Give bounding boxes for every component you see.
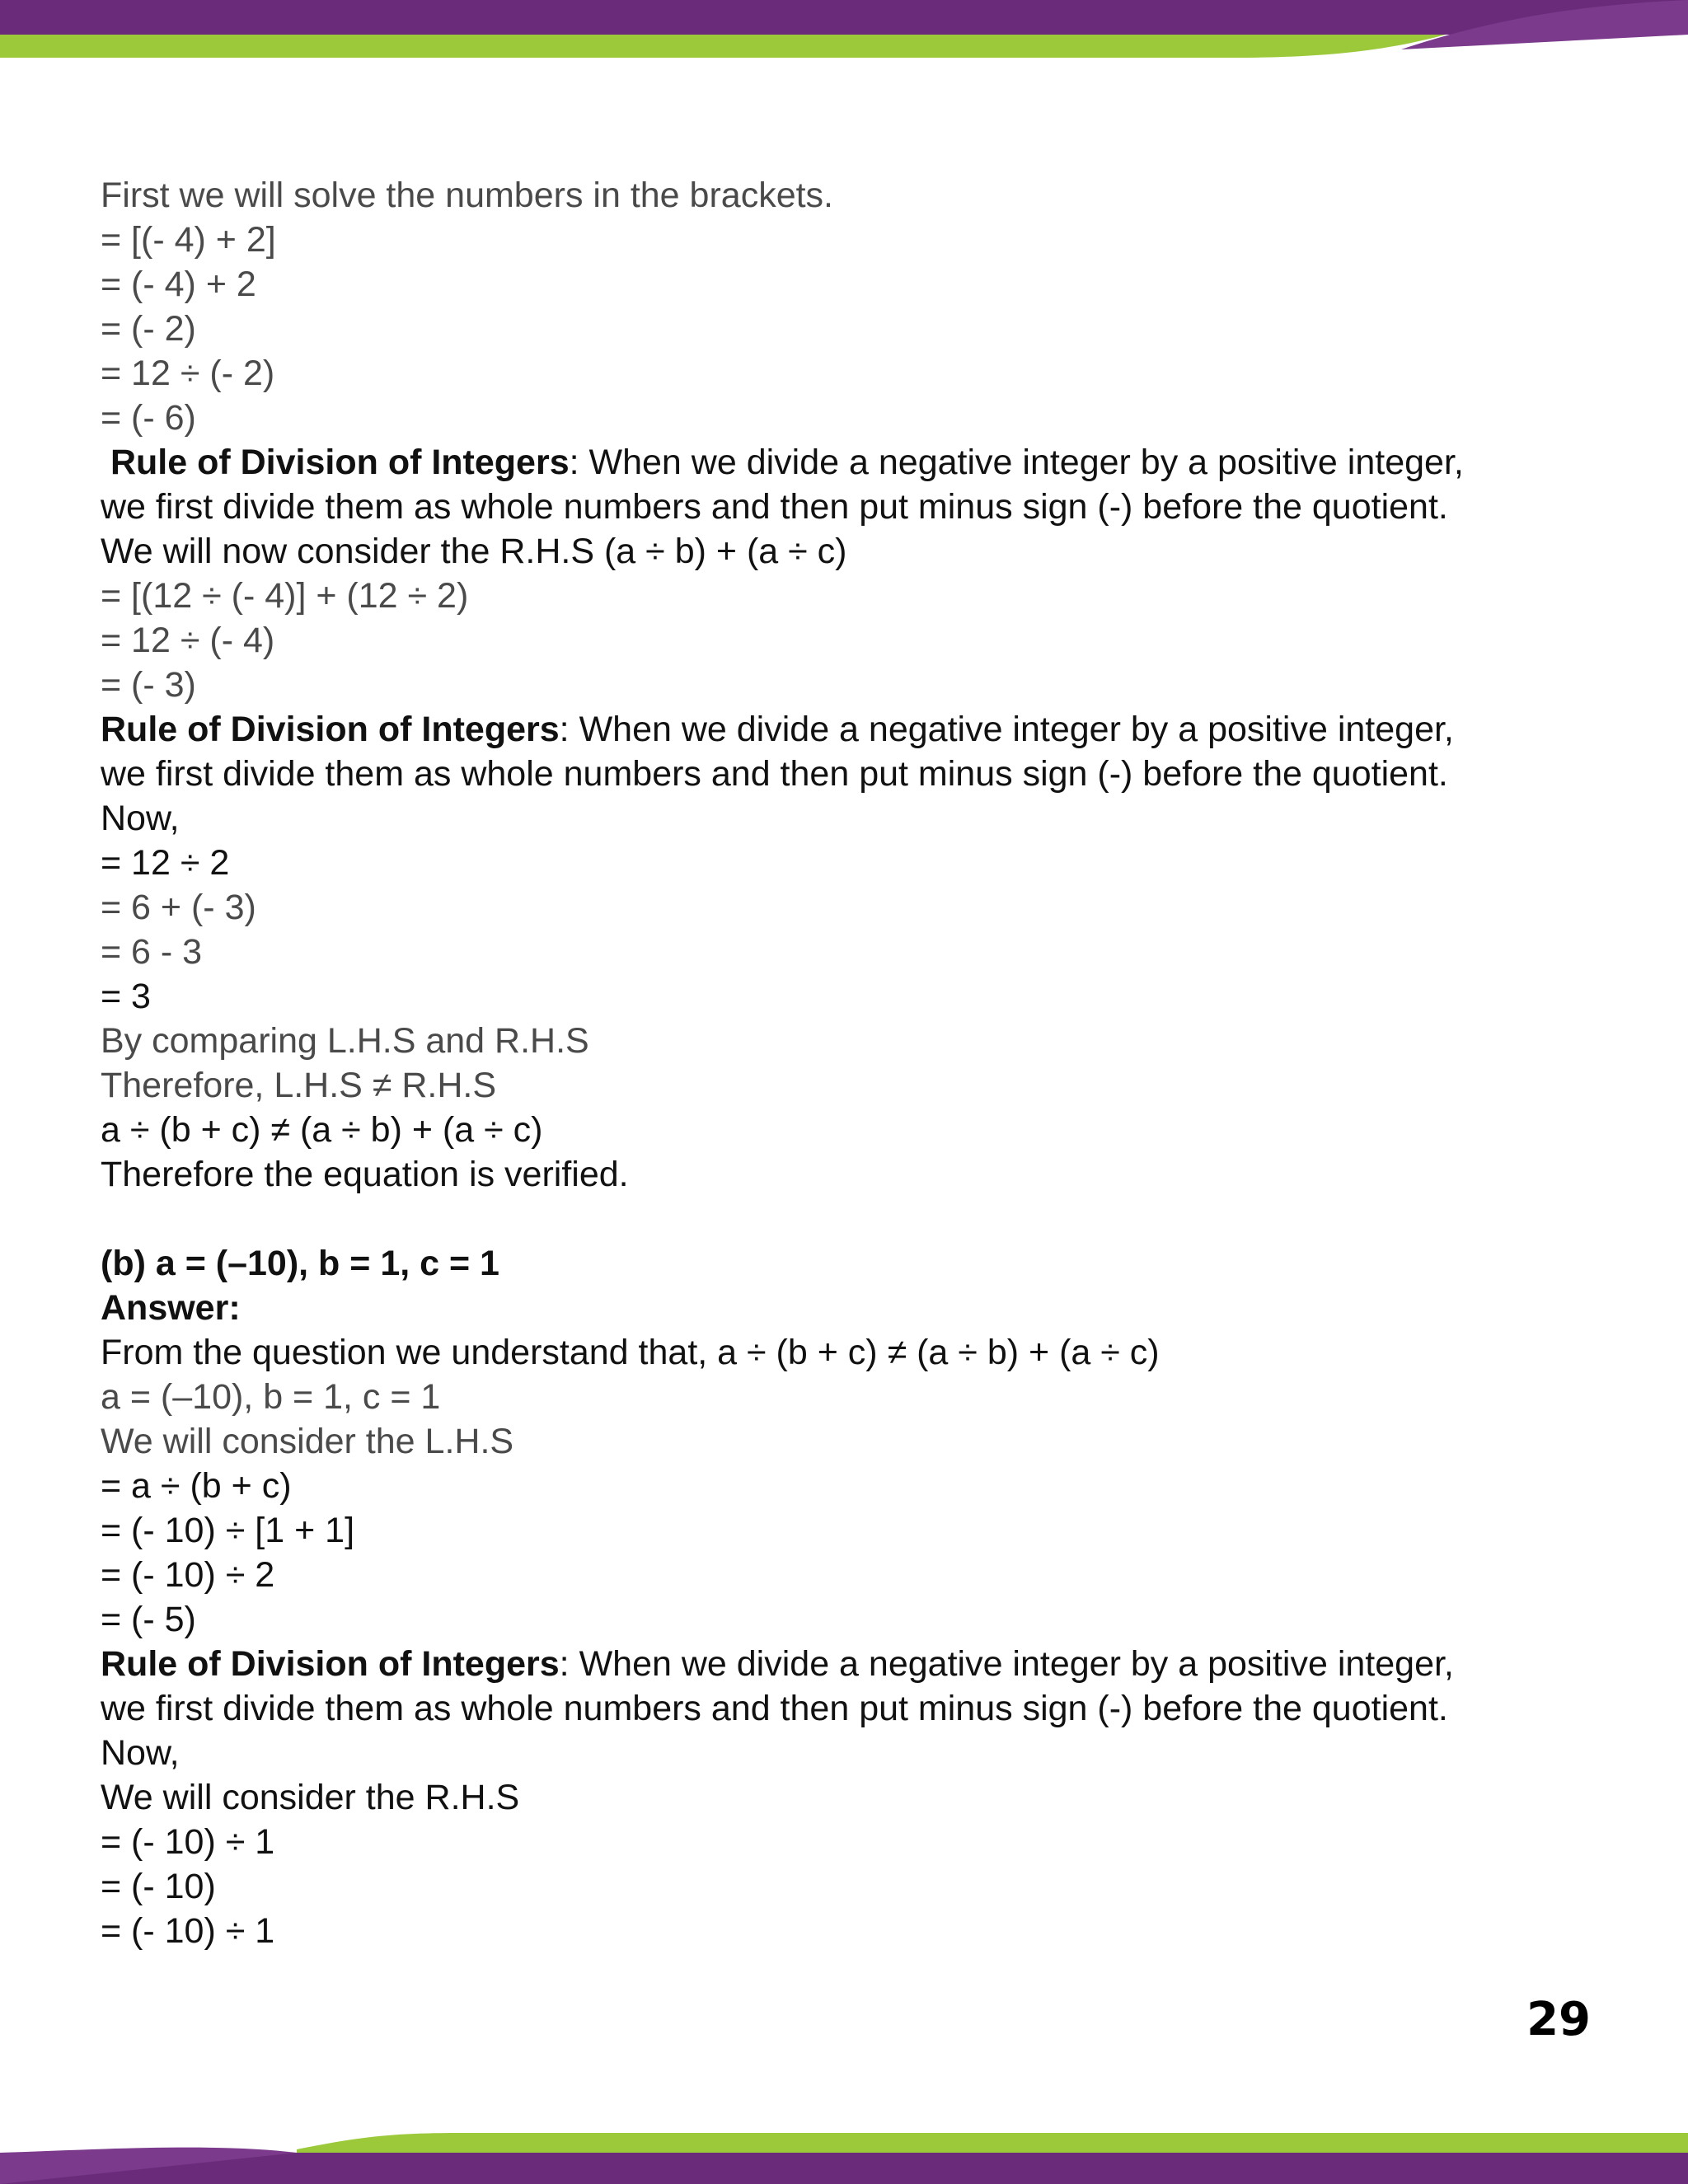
equation-line: = (- 10) ÷ 2 <box>101 1555 275 1595</box>
rule-heading: Rule of Division of Integers <box>101 710 560 749</box>
rule-text: : When we divide a negative integer by a positive integer, <box>559 710 1454 749</box>
rule-heading: Rule of Division of Integers <box>110 443 570 482</box>
equation-line: = (- 3) <box>101 665 196 705</box>
bottom-green-stripe <box>297 2133 1688 2153</box>
equation-line: = a ÷ (b + c) <box>101 1466 292 1506</box>
rule-line <box>101 1642 1601 1686</box>
text-line: First we will solve the numbers in the brackets. <box>101 176 833 215</box>
text-line: We will consider the R.H.S <box>101 1778 520 1817</box>
text-line: From the question we understand that, a ÷ (b + c) ≠ (a ÷ b) + (a ÷ c) <box>101 1333 1160 1372</box>
text-line: By comparing L.H.S and R.H.S <box>101 1021 589 1061</box>
equation-line: = (- 2) <box>101 309 196 349</box>
equation-line: = (- 5) <box>101 1600 196 1639</box>
equation-line: = (- 10) <box>101 1867 216 1906</box>
question-heading: (b) a = (–10), b = 1, c = 1 <box>101 1244 499 1283</box>
bottom-purple-stripe <box>0 2153 1688 2184</box>
equation-line: = 12 ÷ (- 2) <box>101 354 275 393</box>
equation-line: = (- 6) <box>101 398 196 438</box>
equation-line: = 12 ÷ (- 4) <box>101 621 275 660</box>
top-decorative-band <box>0 0 1688 66</box>
equation-line: = 12 ÷ 2 <box>101 843 230 883</box>
top-purple-stripe <box>0 0 1688 35</box>
rule-line <box>101 440 1601 485</box>
equation-line: = [(- 4) + 2] <box>101 220 276 260</box>
text-line: We will consider the L.H.S <box>101 1422 514 1461</box>
equation-line: = [(12 ÷ (- 4)] + (12 ÷ 2) <box>101 576 469 616</box>
equation-line: a ÷ (b + c) ≠ (a ÷ b) + (a ÷ c) <box>101 1110 543 1150</box>
answer-label: Answer: <box>101 1288 241 1328</box>
text-line: We will now consider the R.H.S (a ÷ b) + (a ÷ c) <box>101 532 847 571</box>
equation-line: = (- 10) ÷ [1 + 1] <box>101 1511 355 1550</box>
text-line: Therefore the equation is verified. <box>101 1155 629 1194</box>
text-line: Therefore, L.H.S ≠ R.H.S <box>101 1066 497 1105</box>
bottom-decorative-band <box>0 2118 1688 2184</box>
text-line: a = (–10), b = 1, c = 1 <box>101 1377 441 1417</box>
equation-line: = (- 4) + 2 <box>101 265 256 304</box>
document-body <box>101 173 1601 1953</box>
equation-line: = 6 - 3 <box>101 932 203 972</box>
text-line: we first divide them as whole numbers and then put minus sign (-) before the quotient. <box>101 1689 1448 1728</box>
equation-line: = 6 + (- 3) <box>101 888 256 927</box>
rule-text: : When we divide a negative integer by a positive integer, <box>569 443 1464 482</box>
rule-text: : When we divide a negative integer by a positive integer, <box>559 1644 1454 1684</box>
rule-heading: Rule of Division of Integers <box>101 1644 560 1684</box>
text-line: we first divide them as whole numbers and then put minus sign (-) before the quotient. <box>101 487 1448 527</box>
spacer <box>101 1197 1601 1241</box>
equation-line: = (- 10) ÷ 1 <box>101 1822 275 1862</box>
text-line: we first divide them as whole numbers and then put minus sign (-) before the quotient. <box>101 754 1448 794</box>
text-line: Now, <box>101 799 180 838</box>
text-line: Now, <box>101 1733 180 1773</box>
page-number: 29 <box>1526 1993 1591 2046</box>
rule-line <box>101 707 1601 752</box>
equation-line: = (- 10) ÷ 1 <box>101 1911 275 1951</box>
equation-line: = 3 <box>101 977 151 1016</box>
